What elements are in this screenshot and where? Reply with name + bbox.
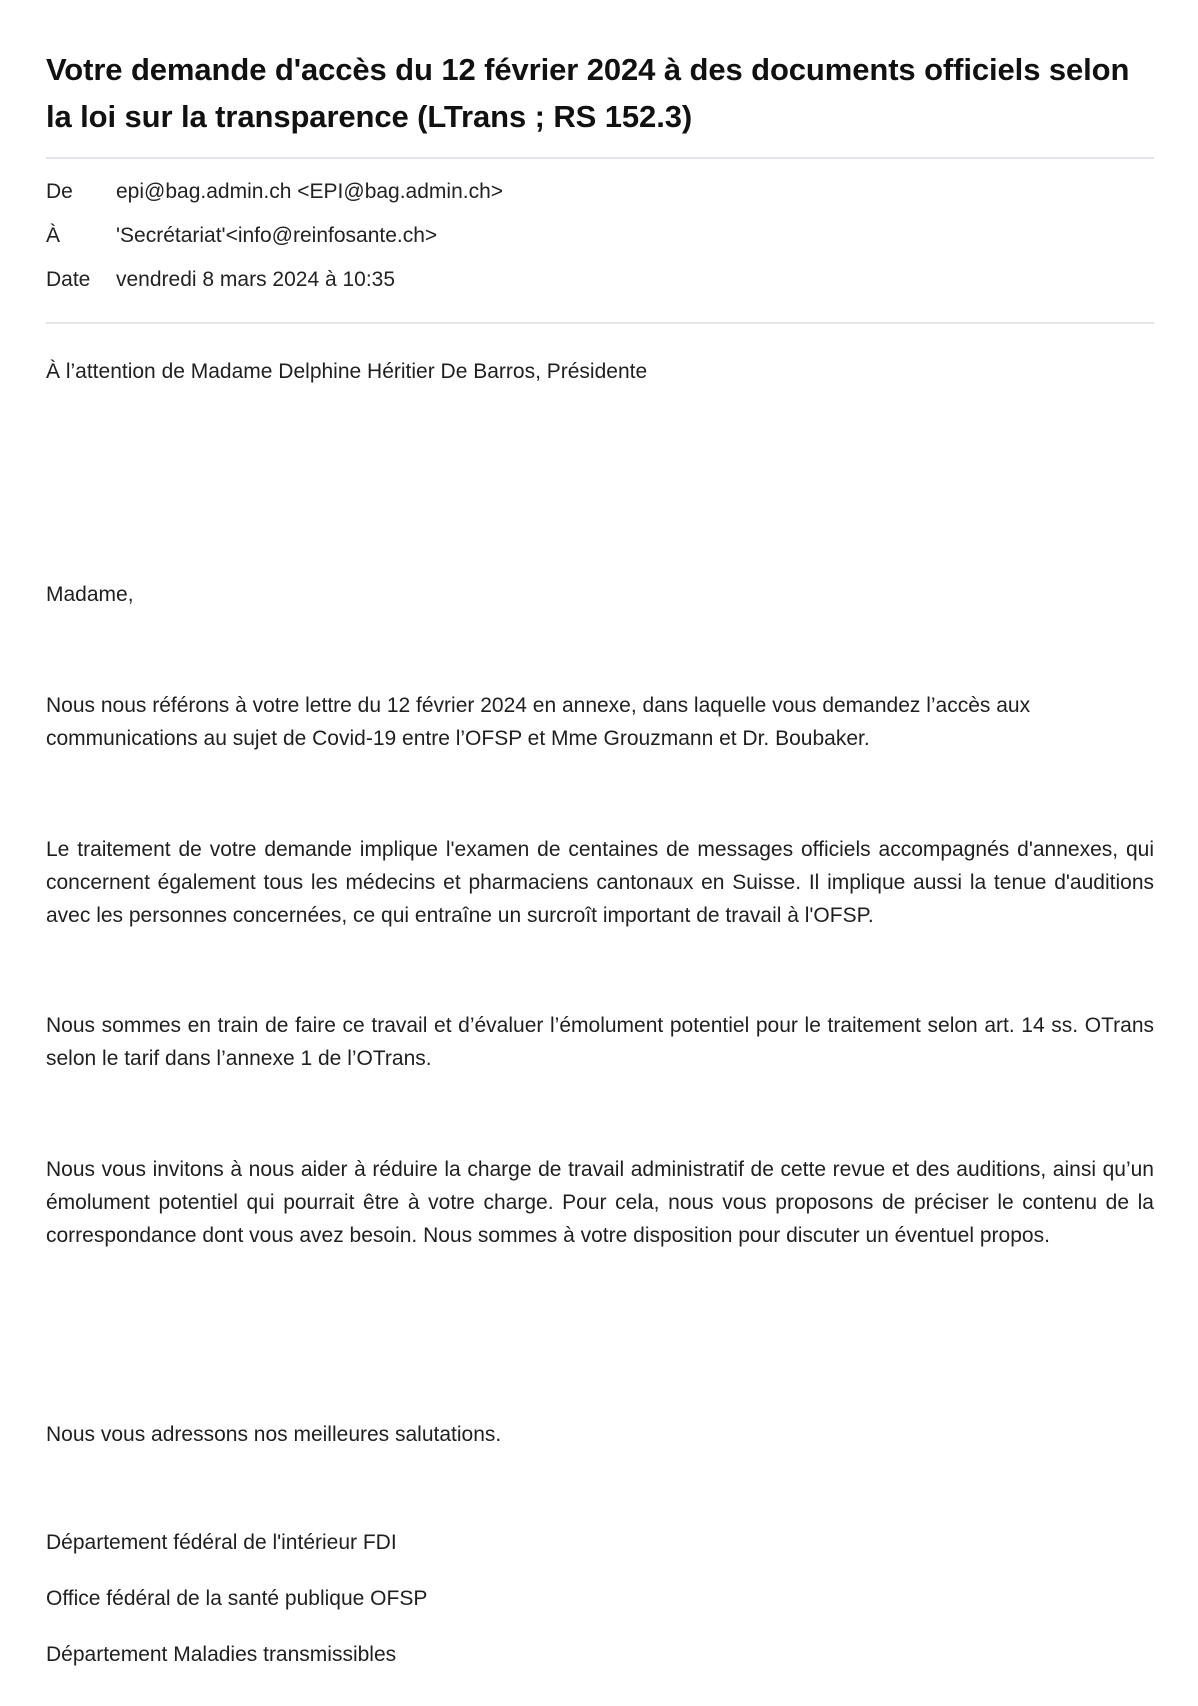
date-label: Date [46, 268, 91, 291]
date-row [46, 258, 1154, 302]
paragraph-1: Nous nous référons à votre lettre du 12 février 2024 en annexe, dans laquelle vous demandez l’accès aux communications au sujet de Covid-19 entre l’OFSP et Mme Grouzmann et Dr. Boubaker. [46, 694, 1031, 750]
signature-department: Département fédéral de l'intérieur FDI [46, 1531, 397, 1554]
email-page [46, 0, 1154, 1666]
signature-office: Office fédéral de la santé publique OFSP [46, 1587, 428, 1610]
date-value: vendredi 8 mars 2024 à 10:35 [116, 268, 396, 291]
to-value[interactable]: 'Secrétariat'<info@reinfosante.ch> [116, 224, 438, 247]
attention-line: À l’attention de Madame Delphine Héritier De Barros, Présidente [46, 360, 648, 383]
header-divider-bottom [46, 322, 1154, 324]
paragraph-2: Le traitement de votre demande implique l'examen de centaines de messages officiels accompagnés d'annexes, qui concernent également tous les médecins et pharmaciens cantonaux en Suisse. Il implique aussi la tenue d'auditions avec les personnes concernées, ce qui entraîne un surcroît important de travail à l'OFSP. [46, 838, 1154, 927]
email-subject: Votre demande d'accès du 12 février 2024 à des documents officiels selon la loi sur la transparence (LTrans ; RS 152.3) [46, 52, 1130, 134]
from-value[interactable]: epi@bag.admin.ch <EPI@bag.admin.ch> [116, 180, 504, 203]
email-headers [46, 159, 1154, 322]
to-label: À [46, 224, 61, 247]
paragraph-3: Nous sommes en train de faire ce travail et d’évaluer l’émolument potentiel pour le traitement selon art. 14 ss. OTrans selon le tarif dans l’annexe 1 de l’OTrans. [46, 1014, 1154, 1070]
signature-division: Département Maladies transmissibles [46, 1643, 397, 1666]
paragraph-4: Nous vous invitons à nous aider à réduire la charge de travail administratif de cette revue et des auditions, ainsi qu’un émolument potentiel qui pourrait être à votre charge. Pour cela, nous vous proposons de préciser le contenu de la correspondance dont vous avez besoin. Nous sommes à votre disposition pour discuter un éventuel propos. [46, 1158, 1154, 1247]
salutation: Madame, [46, 583, 134, 606]
from-label: De [46, 180, 73, 203]
closing-line: Nous vous adressons nos meilleures salutations. [46, 1423, 502, 1446]
to-row [46, 214, 1154, 258]
from-row [46, 170, 1154, 214]
